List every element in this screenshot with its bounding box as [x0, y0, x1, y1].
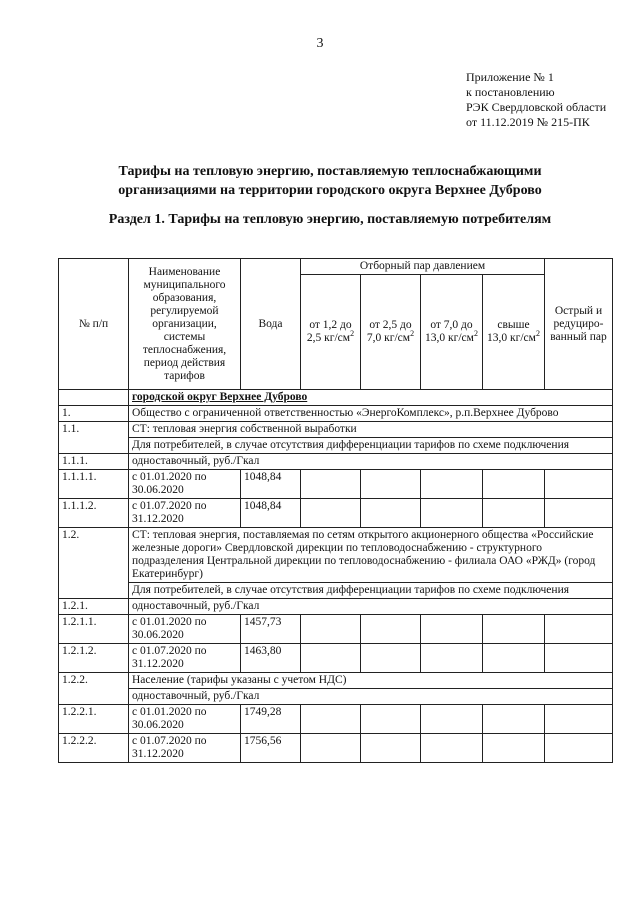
table-row: 1.2.2.2. с 01.07.2020 по 31.12.2020 1756,56 [59, 734, 613, 763]
header-name: Наименование муниципального образования, регулируемой организации, системы теплоснабжения, период действия тарифов [129, 259, 241, 390]
appendix-block [466, 70, 606, 130]
appendix-line: Приложение № 1 [466, 70, 554, 84]
header-steam-group: Отборный пар давлением [301, 259, 545, 275]
table-row: Для потребителей, в случае отсутствия дифференциации тарифов по схеме подключения [59, 583, 613, 599]
table-row: Для потребителей, в случае отсутствия дифференциации тарифов по схеме подключения [59, 438, 613, 454]
table-row: 1. Общество с ограниченной ответственностью «ЭнергоКомплекс», р.п.Верхнее Дуброво [59, 406, 613, 422]
table-row: 1.1.1.2. с 01.07.2020 по 31.12.2020 1048,84 [59, 499, 613, 528]
table-row: 1.2.1. одноставочный, руб./Гкал [59, 599, 613, 615]
water-tariff: 1463,80 [241, 644, 301, 673]
header-pressure-3: от 7,0 до 13,0 $кг/см^2$ [421, 275, 483, 390]
section-heading: Раздел 1. Тарифы на тепловую энергию, поставляемую потребителям [108, 212, 552, 227]
header-pressure-4: свыше 13,0 $кг/см^2$ [483, 275, 545, 390]
water-tariff: 1048,84 [241, 499, 301, 528]
header-sharp-steam: Острый и редуциро-ванный пар [545, 259, 613, 390]
table-row: 1.2.1.2. с 01.07.2020 по 31.12.2020 1463,80 [59, 644, 613, 673]
table-row: 1.1. СТ: тепловая энергия собственной выработки [59, 422, 613, 438]
appendix-line: РЭК Свердловской области [466, 100, 607, 114]
header-num: № п/п [59, 259, 129, 390]
appendix-line: к постановлению [466, 85, 555, 99]
header-pressure-1: от 1,2 до 2,5 $кг/см^2$ [301, 275, 361, 390]
table-row: 1.2.2. Население (тарифы указаны с учетом НДС) [59, 673, 613, 689]
title-line: Тарифы на тепловую энергию, поставляемую теплоснабжающими [118, 164, 542, 179]
header-pressure-2: от 2,5 до 7,0 $кг/см^2$ [361, 275, 421, 390]
title-line: организациями на территории городского округа Верхнее Дуброво [118, 183, 542, 198]
water-tariff: 1756,56 [241, 734, 301, 763]
water-tariff: 1457,73 [241, 615, 301, 644]
table-row: 1.1.1. одноставочный, руб./Гкал [59, 454, 613, 470]
table-row: 1.2. СТ: тепловая энергия, поставляемая по сетям открытого акционерного общества «Российские железные дороги» Свердловской дирекции по тепловодоснабжению - структурного подразделения Центральной дирекции по тепловодоснабжению - филиала ОАО «РЖД» (город Екатеринбург) [59, 528, 613, 583]
table-header-row [59, 259, 613, 275]
water-tariff: 1048,84 [241, 470, 301, 499]
header-water: Вода [241, 259, 301, 390]
appendix-line: от 11.12.2019 № 215-ПК [466, 115, 590, 129]
table-row: одноставочный, руб./Гкал [59, 689, 613, 705]
table-row: 1.2.1.1. с 01.01.2020 по 30.06.2020 1457,73 [59, 615, 613, 644]
tariff-table [58, 258, 613, 763]
water-tariff: 1749,28 [241, 705, 301, 734]
table-row: 1.2.2.1. с 01.01.2020 по 30.06.2020 1749,28 [59, 705, 613, 734]
document-title [40, 162, 620, 200]
table-row: 1.1.1.1. с 01.01.2020 по 30.06.2020 1048,84 [59, 470, 613, 499]
table-row [59, 390, 613, 406]
region-name: городской округ Верхнее Дуброво [129, 390, 613, 406]
page-number: 3 [316, 36, 324, 51]
